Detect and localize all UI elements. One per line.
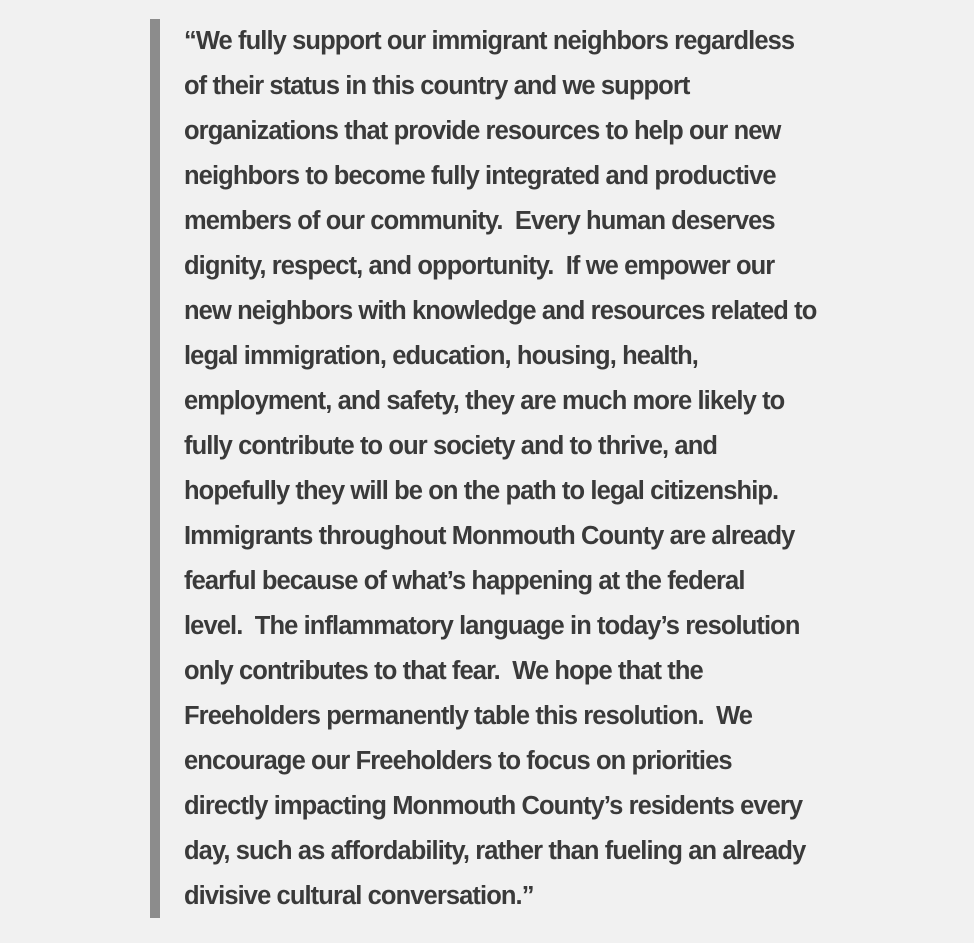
quote-line-8: legal immigration, education, housing, health,: [184, 342, 698, 370]
quote-line-14: level. The inflammatory language in today’s resolution: [184, 612, 800, 640]
quote-line-12: Immigrants throughout Monmouth County are already: [184, 522, 795, 550]
quote-line-2: of their status in this country and we support: [184, 72, 690, 100]
quote-line-20: divisive cultural conversation.”: [184, 882, 534, 910]
quote-line-11: hopefully they will be on the path to legal citizenship.: [184, 477, 779, 505]
quote-line-4: neighbors to become fully integrated and productive: [184, 162, 776, 190]
quote-line-13: fearful because of what’s happening at the federal: [184, 567, 745, 595]
quote-line-3: organizations that provide resources to help our new: [184, 117, 781, 145]
quote-line-9: employment, and safety, they are much more likely to: [184, 387, 785, 415]
quote-line-19: day, such as affordability, rather than fueling an already: [184, 837, 806, 865]
quote-line-6: dignity, respect, and opportunity. If we empower our: [184, 252, 775, 280]
quote-line-10: fully contribute to our society and to thrive, and: [184, 432, 718, 460]
quote-line-16: Freeholders permanently table this resolution. We: [184, 702, 753, 730]
quote-line-1: “We fully support our immigrant neighbors regardless: [184, 27, 795, 55]
blockquote: [150, 19, 910, 918]
quote-line-15: only contributes to that fear. We hope that the: [184, 657, 703, 685]
quote-line-17: encourage our Freeholders to focus on priorities: [184, 747, 732, 775]
quote-line-7: new neighbors with knowledge and resources related to: [184, 297, 817, 325]
quote-text: [184, 19, 816, 919]
quote-bar: [150, 19, 160, 918]
quote-line-5: members of our community. Every human deserves: [184, 207, 775, 235]
quote-line-18: directly impacting Monmouth County’s residents every: [184, 792, 803, 820]
